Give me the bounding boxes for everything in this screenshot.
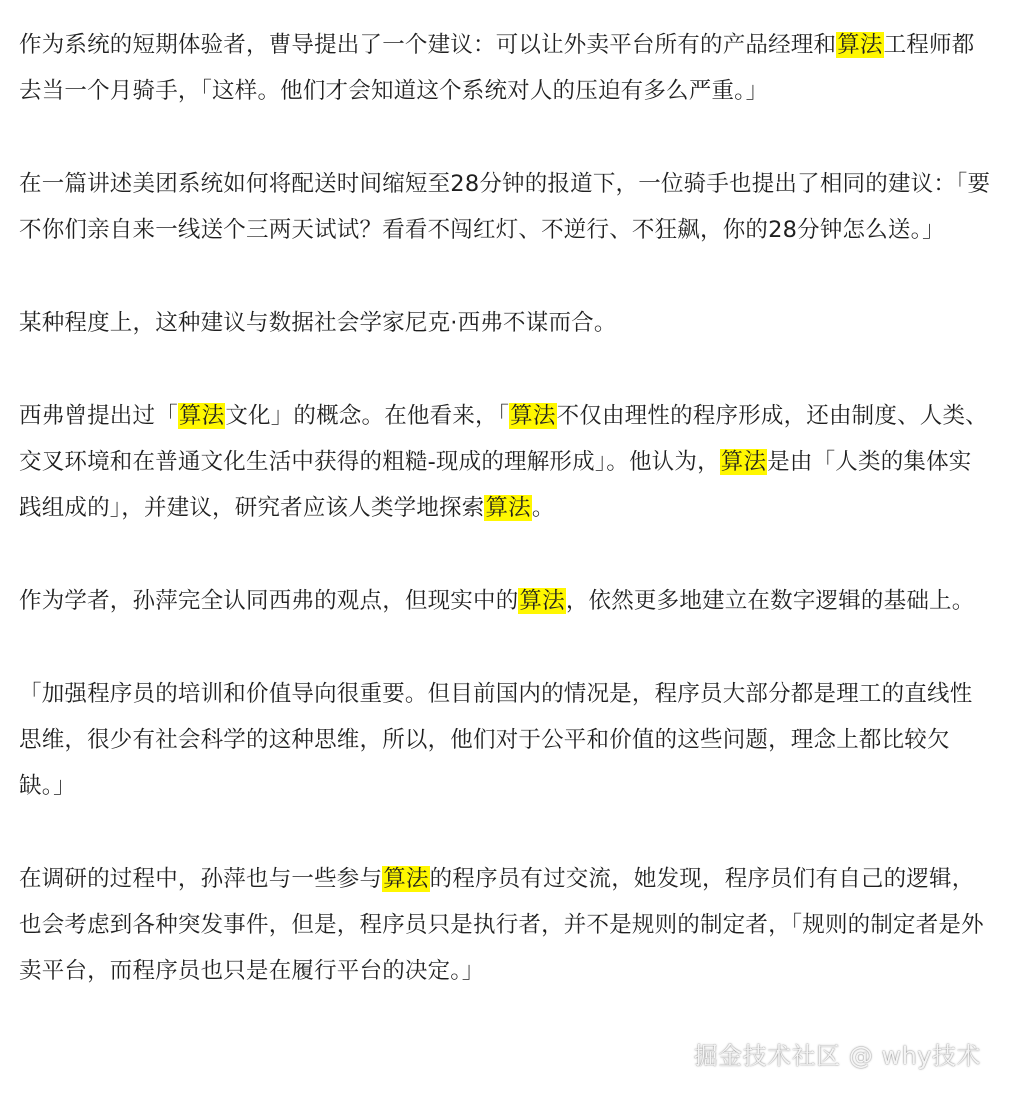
text-run: 是由「人类的集体实践组成的」，并建议，研究者应该人类学地探索 — [19, 449, 972, 521]
paragraph-1 — [19, 22, 991, 114]
text-run: 不仅由理性的程序形成，还由制度、人类、交叉环境和在普通文化生活中获得的粗糙-现成的理解形成」。他认为， — [19, 403, 988, 475]
paragraph-gap — [19, 624, 991, 671]
text-run: 西弗曾提出过「 — [19, 403, 178, 429]
highlighted-keyword: 算法 — [485, 495, 531, 521]
text-run: 文化」的概念。在他看来，「 — [225, 403, 510, 429]
text-run: 某种程度上，这种建议与数据社会学家尼克·西弗不谋而合。 — [19, 310, 617, 336]
paragraph-gap — [19, 809, 991, 856]
watermark: 掘金技术社区 @ why技术 — [693, 1042, 981, 1070]
paragraph-3 — [19, 300, 991, 346]
paragraph-gap — [19, 346, 991, 393]
text-run: 的程序员有过交流，她发现，程序员们有自己的逻辑，也会考虑到各种突发事件，但是，程序员只是执行者，并不是规则的制定者，「规则的制定者是外卖平台，而程序员也只是在履行平台的决定。」 — [19, 866, 984, 984]
highlighted-keyword: 算法 — [519, 588, 565, 614]
highlighted-keyword: 算法 — [837, 32, 883, 58]
text-run: 作为系统的短期体验者，曹导提出了一个建议：可以让外卖平台所有的产品经理和 — [19, 32, 837, 58]
article-body — [19, 22, 991, 994]
paragraph-gap — [19, 531, 991, 578]
text-run: 。 — [531, 495, 555, 521]
text-run: 工程师都去当一个月骑手，「这样。他们才会知道这个系统对人的压迫有多么严重。」 — [19, 32, 975, 104]
paragraph-gap — [19, 114, 991, 161]
paragraph-gap — [19, 253, 991, 300]
paragraph-6 — [19, 671, 991, 809]
text-run: 「加强程序员的培训和价值导向很重要。但目前国内的情况是，程序员大部分都是理工的直线性思维，很少有社会科学的这种思维，所以，他们对于公平和价值的这些问题，理念上都比较欠缺。」 — [19, 681, 973, 799]
paragraph-4 — [19, 393, 991, 531]
paragraph-2 — [19, 161, 991, 253]
text-run: 在一篇讲述美团系统如何将配送时间缩短至28分钟的报道下，一位骑手也提出了相同的建议：「要不你们亲自来一线送个三两天试试？看看不闯红灯、不逆行、不狂飙，你的28分钟怎么送。」 — [19, 171, 991, 243]
highlighted-keyword: 算法 — [383, 866, 429, 892]
highlighted-keyword: 算法 — [720, 449, 767, 475]
highlighted-keyword: 算法 — [510, 403, 556, 429]
text-run: 在调研的过程中，孙萍也与一些参与 — [19, 866, 383, 892]
text-run: 作为学者，孙萍完全认同西弗的观点，但现实中的 — [19, 588, 519, 614]
highlighted-keyword: 算法 — [178, 403, 225, 429]
paragraph-7 — [19, 856, 991, 994]
paragraph-5 — [19, 578, 991, 624]
text-run: ，依然更多地建立在数字逻辑的基础上。 — [565, 588, 975, 614]
